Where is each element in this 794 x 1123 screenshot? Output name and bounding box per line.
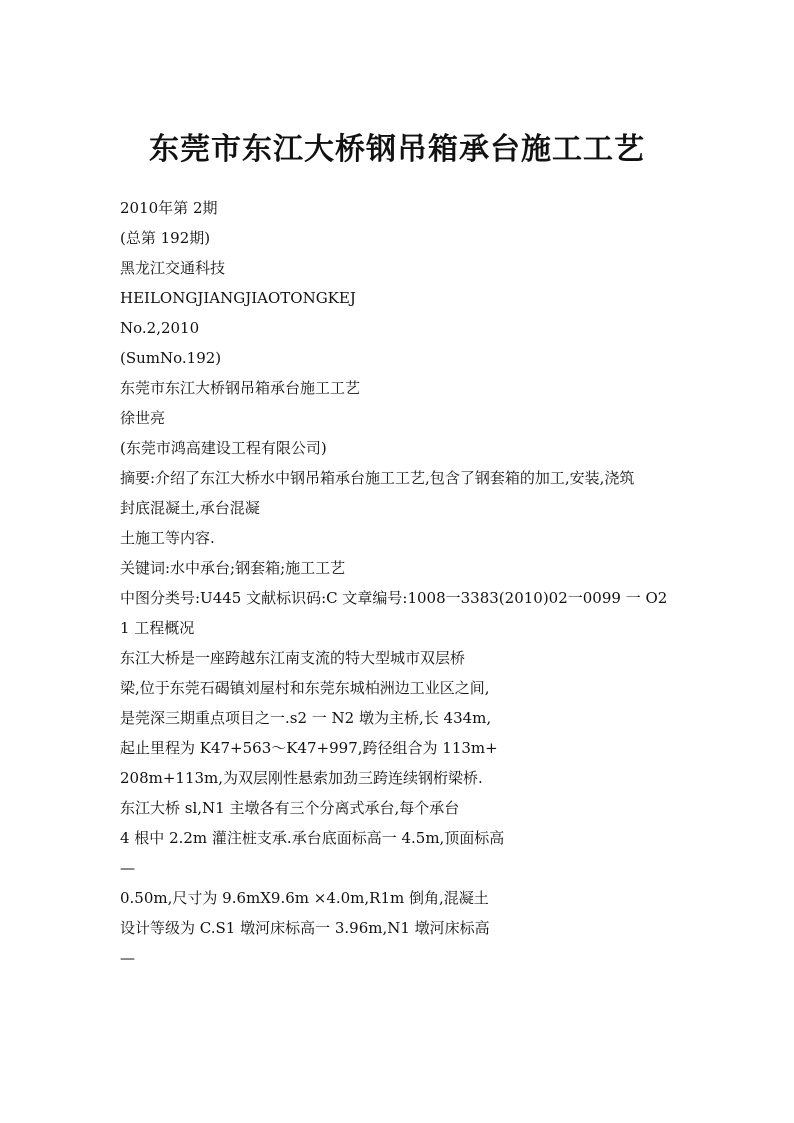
body-line-9: 0.50m,尺寸为 9.6mX9.6m ×4.0m,R1m 倒角,混凝土 xyxy=(120,889,489,907)
body-line-7: 4 根中 2.2m 灌注桩支承.承台底面标高一 4.5m,顶面标高 xyxy=(120,829,505,847)
journal-name-line: 黑龙江交通科技 xyxy=(120,259,226,277)
section-heading-line: 1 工程概况 xyxy=(120,619,195,637)
journal-pinyin-line: HEILONGJIANGJIAOTONGKEJ xyxy=(120,289,356,307)
body-line-4: 起止里程为 K47+563～K47+997,跨径组合为 113m+ xyxy=(120,739,498,757)
body-line-11: — xyxy=(120,949,135,967)
body-line-5: 208m+113m,为双层刚性悬索加劲三跨连续钢桁梁桥. xyxy=(120,769,483,787)
body-line-6: 东江大桥 sl,N1 主墩各有三个分离式承台,每个承台 xyxy=(120,799,460,817)
article-title-line: 东莞市东江大桥钢吊箱承台施工工艺 xyxy=(120,379,361,397)
total-issue-line: (总第 192期) xyxy=(120,229,211,247)
body-line-10: 设计等级为 C.S1 墩河床标高一 3.96m,N1 墩河床标高 xyxy=(120,919,490,937)
abstract-line-2: 封底混凝土,承台混凝 xyxy=(120,499,260,517)
body-line-8: — xyxy=(120,859,135,877)
affiliation-line: (东莞市鸿高建设工程有限公司) xyxy=(120,439,327,457)
issue-english-line: No.2,2010 xyxy=(120,319,200,337)
body-line-3: 是莞深三期重点项目之一.s2 一 N2 墩为主桥,长 434m, xyxy=(120,709,492,727)
abstract-line-1: 摘要:介绍了东江大桥水中钢吊箱承台施工工艺,包含了钢套箱的加工,安装,浇筑 xyxy=(120,469,635,487)
keywords-line: 关键词:水中承台;钢套箱;施工工艺 xyxy=(120,559,346,577)
document-body xyxy=(120,196,700,976)
sum-issue-line: (SumNo.192) xyxy=(120,349,222,367)
classification-line: 中图分类号:U445 文献标识码:C 文章编号:1008一3383(2010)02一0099 一 O2 xyxy=(120,589,668,607)
document-title: 东莞市东江大桥钢吊箱承台施工工艺 xyxy=(149,132,645,167)
issue-line: 2010年第 2期 xyxy=(120,199,218,217)
abstract-line-3: 土施工等内容. xyxy=(120,529,215,547)
body-line-2: 梁,位于东莞石碣镇刘屋村和东莞东城柏洲边工业区之间, xyxy=(120,679,490,697)
author-line: 徐世亮 xyxy=(120,409,166,427)
body-line-1: 东江大桥是一座跨越东江南支流的特大型城市双层桥 xyxy=(120,649,466,667)
